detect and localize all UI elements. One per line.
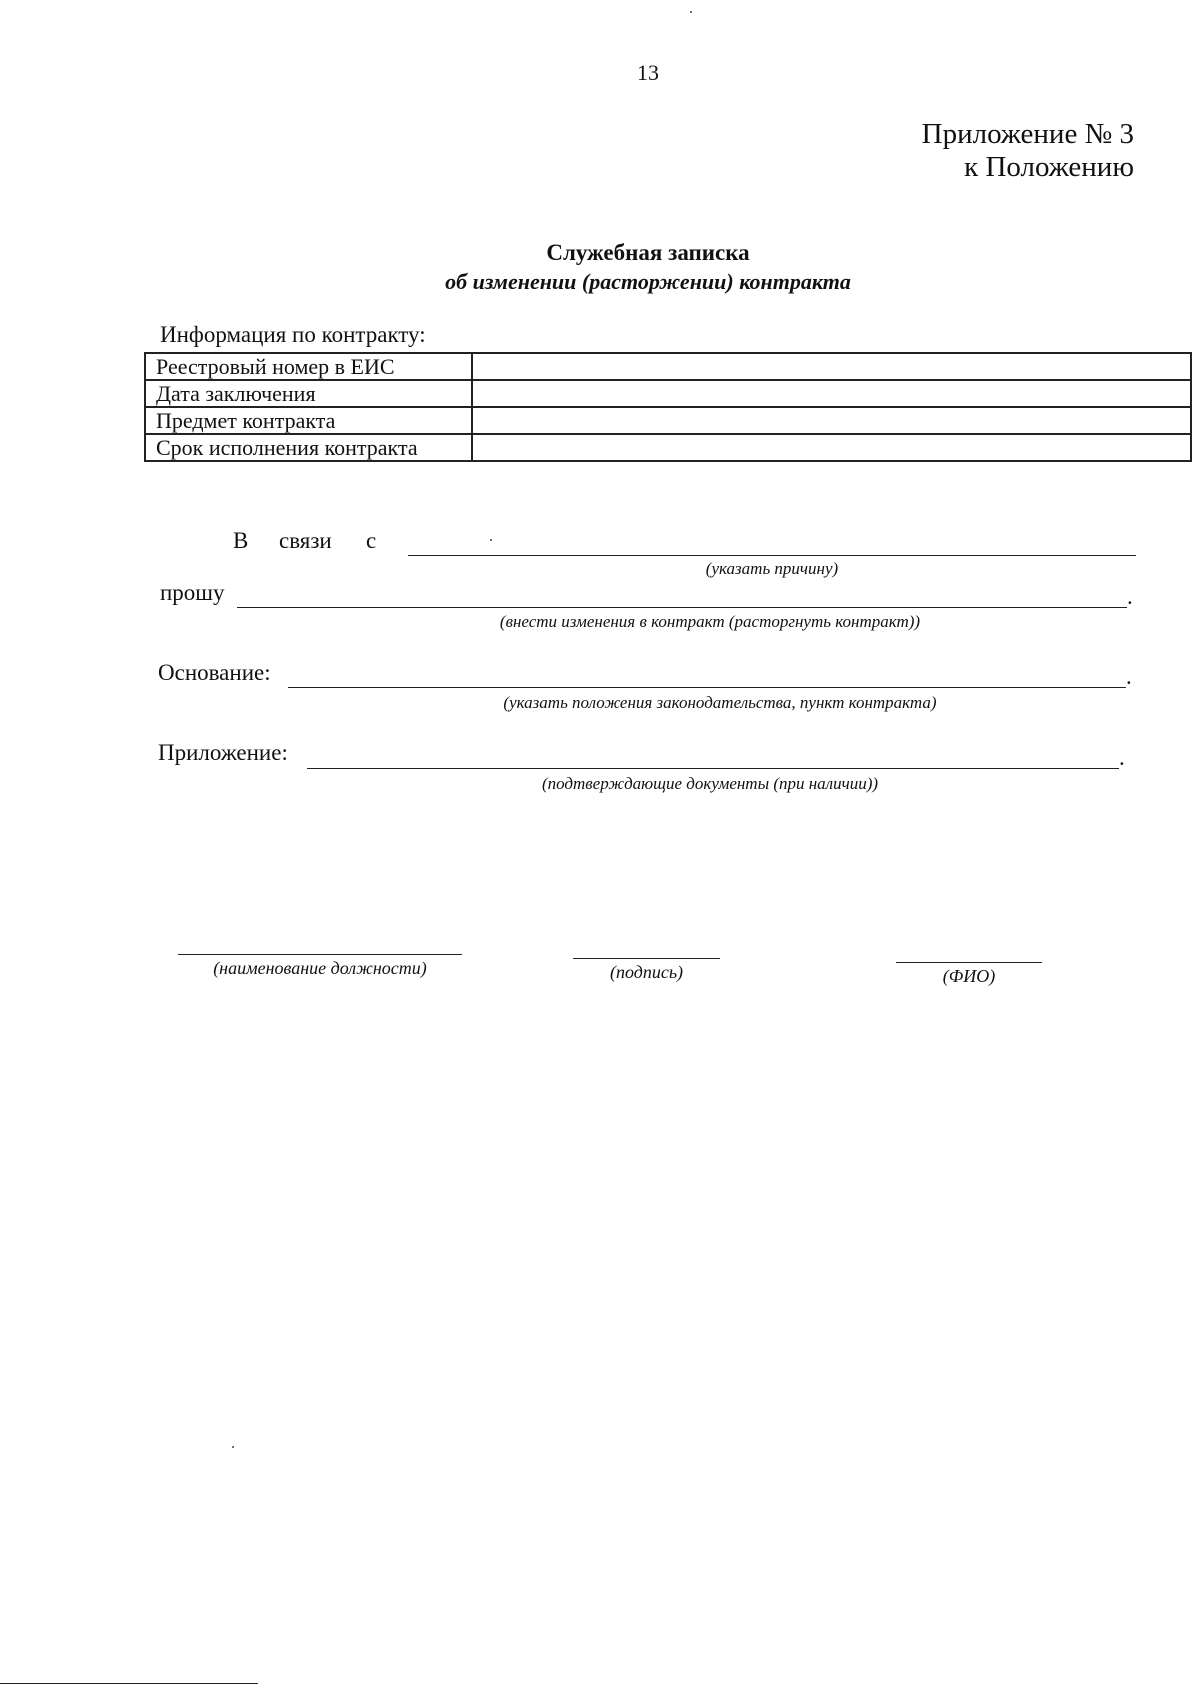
- row-label-registry-number: Реестровый номер в ЕИС: [145, 353, 472, 380]
- row-value-registry-number[interactable]: [472, 353, 1191, 380]
- scan-speck: [690, 11, 692, 13]
- table-row: [145, 380, 1191, 407]
- attachment-label: Приложение:: [158, 740, 288, 765]
- title-subtitle: об изменении (расторжении) контракта: [445, 269, 851, 294]
- row-value-contract-subject[interactable]: [472, 407, 1191, 434]
- table-row: [145, 434, 1191, 461]
- scan-speck: [490, 539, 492, 541]
- attachment-period: .: [1119, 745, 1125, 770]
- appendix-reference: [922, 118, 1134, 184]
- document-title: [0, 238, 1200, 296]
- request-input-line[interactable]: [237, 607, 1127, 608]
- row-value-conclusion-date[interactable]: [472, 380, 1191, 407]
- basis-input-line[interactable]: [288, 687, 1126, 688]
- reason-word-3: с: [366, 528, 377, 553]
- table-row: [145, 353, 1191, 380]
- appendix-regulation: к Положению: [964, 151, 1134, 183]
- basis-label: Основание:: [158, 660, 271, 685]
- row-label-execution-term: Срок исполнения контракта: [145, 434, 472, 461]
- row-label-conclusion-date: Дата заключения: [145, 380, 472, 407]
- title-main: Служебная записка: [546, 240, 750, 265]
- request-period: .: [1127, 584, 1133, 609]
- page-number: 13: [637, 60, 659, 85]
- position-signature-line[interactable]: [178, 954, 462, 955]
- name-signature-line[interactable]: [896, 962, 1042, 963]
- reason-input-line[interactable]: [408, 555, 1136, 556]
- attachment-hint: (подтверждающие документы (при наличии)): [541, 774, 879, 793]
- scan-speck: [232, 1446, 234, 1448]
- position-hint: (наименование должности): [213, 958, 427, 978]
- attachment-input-line[interactable]: [307, 768, 1119, 769]
- appendix-number: Приложение № 3: [921, 118, 1134, 150]
- basis-hint: (указать положения законодательства, пункт контракта): [503, 693, 937, 712]
- reason-word-2: связи: [279, 528, 332, 553]
- signature-hint: (подпись): [609, 962, 684, 982]
- contract-info-caption: Информация по контракту:: [160, 322, 426, 347]
- row-value-execution-term[interactable]: [472, 434, 1191, 461]
- contract-info-table: [144, 352, 1192, 462]
- basis-period: .: [1126, 664, 1132, 689]
- signature-line[interactable]: [573, 958, 720, 959]
- request-label: прошу: [160, 580, 225, 605]
- request-hint: (внести изменения в контракт (расторгнуть контракт)): [499, 612, 921, 631]
- row-label-contract-subject: Предмет контракта: [145, 407, 472, 434]
- footnote-rule: [0, 1683, 258, 1684]
- table-row: [145, 407, 1191, 434]
- reason-hint: (указать причину): [705, 559, 839, 578]
- reason-word-1: В: [233, 528, 249, 553]
- name-hint: (ФИО): [942, 966, 996, 986]
